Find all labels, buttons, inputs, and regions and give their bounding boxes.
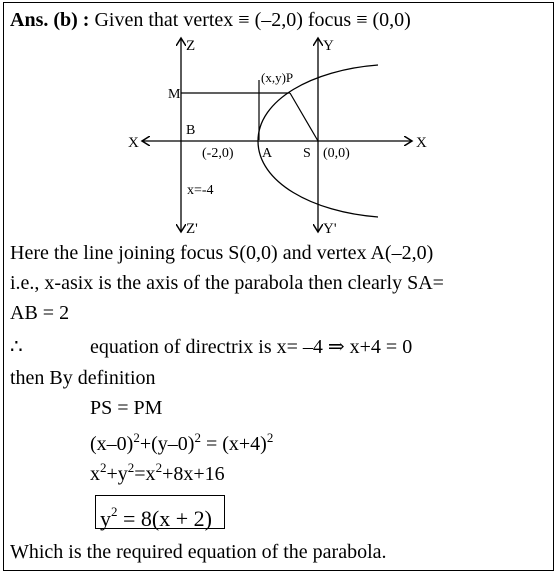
boxed-sup: 2 bbox=[111, 504, 118, 519]
equation-expanded bbox=[90, 456, 225, 486]
eq2-sup-1: 2 bbox=[133, 430, 140, 445]
conclusion-line: Which is the required equation of the parabola. bbox=[10, 541, 387, 563]
label-s: S bbox=[303, 146, 311, 161]
equation-squared-distance bbox=[90, 426, 273, 456]
body-line-4: equation of directrix is x= –4 ⇒ x+4 = 0 bbox=[90, 336, 413, 358]
eq3-sup-2: 2 bbox=[127, 460, 135, 475]
eq2-sup-2: 2 bbox=[194, 430, 201, 445]
eq2-sup-3: 2 bbox=[266, 430, 274, 445]
eq3-c: =x bbox=[134, 463, 156, 485]
label-x-right: X bbox=[416, 135, 427, 151]
ps-line bbox=[290, 93, 318, 141]
therefore-symbol: ∴ bbox=[10, 336, 23, 358]
label-vertex-coord: (-2,0) bbox=[202, 146, 234, 161]
label-z-bottom: Z' bbox=[186, 221, 198, 237]
eq2-right: = (x+4) bbox=[200, 433, 267, 455]
label-p: (x,y)P bbox=[261, 70, 294, 85]
equation-ps-pm: PS = PM bbox=[90, 397, 163, 419]
given-text: Given that vertex ≡ (–2,0) focus ≡ (0,0) bbox=[94, 9, 411, 31]
label-a: A bbox=[262, 146, 273, 161]
boxed-left: y bbox=[100, 506, 111, 531]
label-y-bottom: Y' bbox=[323, 221, 337, 237]
body-line-3: AB = 2 bbox=[10, 302, 70, 324]
label-x-left: X bbox=[128, 135, 139, 151]
label-m: M bbox=[168, 87, 181, 102]
eq3-a: x bbox=[90, 463, 100, 485]
cut-off-text-strip bbox=[0, 573, 559, 579]
label-z-top: Z bbox=[186, 38, 196, 54]
boxed-answer bbox=[95, 495, 225, 529]
label-focus-coord: (0,0) bbox=[323, 146, 350, 161]
answer-label: Ans. (b) : bbox=[10, 9, 90, 31]
eq3-sup-1: 2 bbox=[100, 460, 107, 475]
body-line-1: Here the line joining focus S(0,0) and vertex A(–2,0) bbox=[10, 242, 434, 264]
eq2-mid: +(y–0) bbox=[139, 433, 195, 455]
label-b: B bbox=[186, 123, 196, 138]
boxed-right: = 8(x + 2) bbox=[117, 506, 212, 531]
eq3-sup-3: 2 bbox=[155, 460, 163, 475]
body-line-2: i.e., x-asix is the axis of the parabola then clearly SA= bbox=[10, 272, 444, 294]
label-directrix: x=-4 bbox=[187, 183, 214, 198]
label-y-top: Y bbox=[323, 38, 334, 54]
eq3-d: +8x+16 bbox=[162, 463, 225, 485]
body-line-5: then By definition bbox=[10, 367, 156, 389]
eq3-b: +y bbox=[106, 463, 128, 485]
eq2-left: (x–0) bbox=[90, 433, 134, 455]
